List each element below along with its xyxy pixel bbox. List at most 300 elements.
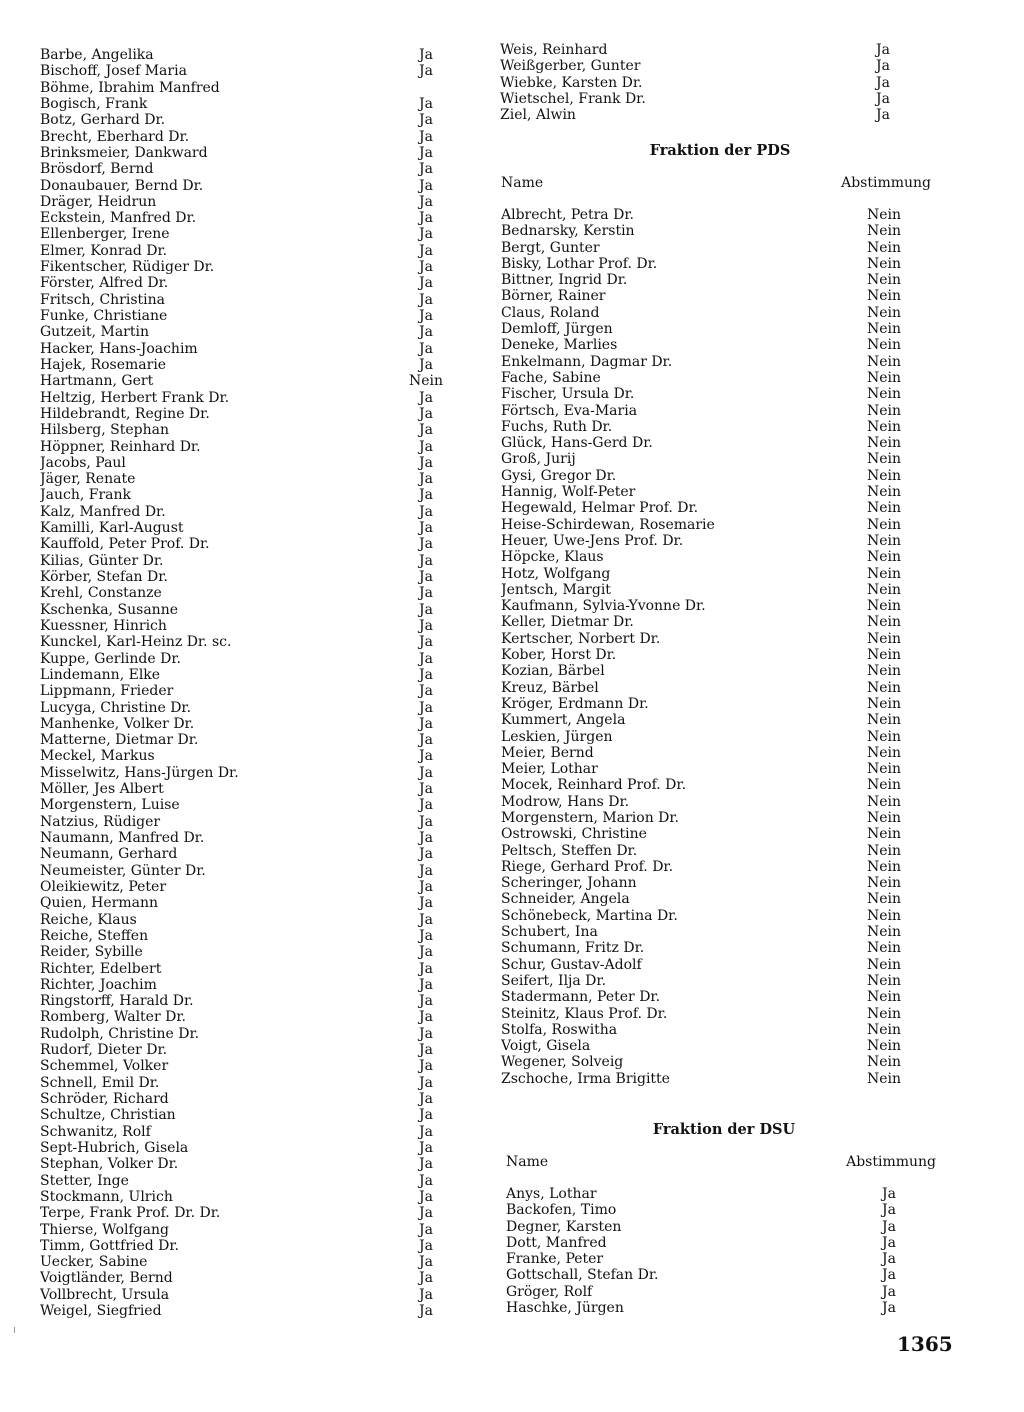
member-name: Wietschel, Frank Dr. [500, 90, 646, 107]
list-item [40, 292, 456, 308]
list-item [500, 107, 918, 123]
member-name: Gröger, Rolf [506, 1283, 593, 1300]
list-item [40, 178, 456, 194]
member-name: Reiche, Steffen [40, 927, 149, 944]
member-name: Schwanitz, Rolf [40, 1123, 151, 1140]
member-name: Bogisch, Frank [40, 95, 148, 112]
list-item [40, 585, 456, 601]
list-item [40, 977, 456, 993]
vote-value: Ja [419, 764, 433, 781]
vote-value: Ja [419, 797, 433, 814]
member-name: Förtsch, Eva-Maria [501, 402, 638, 419]
vote-value: Nein [866, 728, 902, 745]
vote-value: Ja [419, 552, 433, 569]
member-name: Jentsch, Margit [501, 581, 611, 598]
vote-value: Nein [866, 842, 902, 859]
member-name: Körber, Stefan Dr. [40, 569, 168, 585]
list-item [501, 207, 919, 223]
member-name: Möller, Jes Albert [40, 781, 164, 798]
list-item [501, 1071, 919, 1087]
list-item [501, 256, 919, 272]
member-name: Schur, Gustav-Adolf [501, 956, 642, 973]
list-item [501, 761, 919, 777]
vote-value: Nein [866, 516, 902, 533]
list-item [40, 602, 456, 618]
list-item [501, 1022, 919, 1038]
vote-value: Ja [419, 895, 433, 912]
member-name: Kober, Horst Dr. [501, 647, 617, 664]
dsu-column-name: Name [506, 1154, 549, 1170]
list-item [500, 91, 918, 107]
list-item [501, 1038, 919, 1054]
list-item [40, 308, 456, 324]
list-item [501, 272, 919, 288]
list-item [40, 895, 456, 911]
list-item [501, 663, 919, 679]
list-item [40, 1124, 456, 1140]
list-item [506, 1202, 924, 1218]
member-name: Richter, Joachim [40, 976, 157, 993]
list-item [40, 275, 456, 291]
vote-value: Ja [419, 1123, 433, 1140]
list-item [506, 1235, 924, 1251]
member-name: Börner, Rainer [501, 288, 606, 305]
list-item [40, 1238, 456, 1254]
vote-value: Ja [419, 830, 433, 846]
member-name: Mocek, Reinhard Prof. Dr. [501, 777, 687, 794]
vote-value: Ja [419, 308, 433, 324]
member-name: Riege, Gerhard Prof. Dr. [501, 858, 674, 875]
list-item [40, 569, 456, 585]
list-item [501, 435, 919, 451]
vote-value: Nein [866, 1038, 902, 1055]
member-name: Böhme, Ibrahim Manfred [40, 79, 220, 96]
list-item [40, 781, 456, 797]
vote-value: Ja [419, 487, 433, 504]
dsu-column-vote: Abstimmung [846, 1154, 936, 1170]
member-name: Stockmann, Ulrich [40, 1188, 173, 1205]
vote-value: Ja [419, 569, 433, 585]
vote-value: Nein [866, 353, 902, 370]
member-name: Dräger, Heidrun [40, 193, 157, 210]
vote-value: Ja [419, 993, 433, 1010]
member-name: Stolfa, Roswitha [501, 1021, 618, 1038]
list-item [40, 129, 456, 145]
vote-value: Nein [866, 858, 902, 875]
vote-value: Ja [419, 1091, 433, 1107]
list-item [501, 500, 919, 516]
list-item [40, 96, 456, 112]
list-item [501, 1054, 919, 1070]
pds-heading: Fraktion der PDS [649, 142, 791, 159]
member-name: Hacker, Hans-Joachim [40, 340, 198, 357]
list-item [500, 58, 918, 74]
member-name: Wegener, Solveig [501, 1054, 624, 1071]
vote-value: Nein [866, 989, 902, 1006]
list-item [40, 683, 456, 699]
member-name: Hildebrandt, Regine Dr. [40, 405, 210, 422]
vote-value: Nein [866, 435, 902, 452]
member-name: Hegewald, Helmar Prof. Dr. [501, 500, 699, 517]
member-name: Bittner, Ingrid Dr. [501, 272, 628, 289]
member-name: Dott, Manfred [506, 1234, 607, 1251]
member-name: Schubert, Ina [501, 924, 598, 941]
vote-value: Ja [419, 813, 433, 830]
vote-value: Ja [419, 1254, 433, 1271]
member-name: Jauch, Frank [40, 487, 131, 504]
list-item [500, 75, 918, 91]
member-name: Schönebeck, Martina Dr. [501, 907, 678, 924]
vote-value: Ja [419, 1058, 433, 1075]
vote-value: Nein [866, 337, 902, 354]
vote-value: Ja [419, 177, 433, 194]
member-name: Elmer, Konrad Dr. [40, 242, 168, 259]
list-item [40, 667, 456, 683]
list-item [501, 549, 919, 565]
vote-value: Ja [419, 1107, 433, 1124]
vote-value: Ja [419, 389, 433, 406]
member-name: Höpcke, Klaus [501, 549, 604, 566]
member-name: Hilsberg, Stephan [40, 422, 169, 439]
member-name: Fritsch, Christina [40, 291, 166, 308]
list-item [501, 403, 919, 419]
member-name: Bisky, Lothar Prof. Dr. [501, 255, 658, 272]
vote-value: Nein [866, 500, 902, 517]
member-name: Rudorf, Dieter Dr. [40, 1042, 168, 1059]
vote-value: Ja [419, 944, 433, 961]
list-item [40, 47, 456, 63]
list-item [40, 912, 456, 928]
list-item [501, 468, 919, 484]
vote-value: Ja [876, 74, 890, 91]
list-item [40, 1026, 456, 1042]
vote-value: Ja [419, 454, 433, 471]
vote-value: Ja [419, 1042, 433, 1059]
member-name: Kozian, Bärbel [501, 663, 605, 680]
vote-value: Ja [419, 438, 433, 455]
member-name: Barbe, Angelika [40, 47, 154, 63]
member-name: Weigel, Siegfried [40, 1303, 162, 1320]
member-name: Kertscher, Norbert Dr. [501, 630, 661, 647]
member-name: Heuer, Uwe-Jens Prof. Dr. [501, 532, 684, 549]
vote-value: Ja [882, 1186, 896, 1202]
member-name: Ringstorff, Harald Dr. [40, 993, 194, 1010]
member-name: Ellenberger, Irene [40, 226, 170, 243]
list-item [501, 614, 919, 630]
list-item [40, 471, 456, 487]
member-name: Groß, Jurij [501, 451, 576, 468]
member-name: Fischer, Ursula Dr. [501, 386, 635, 403]
member-name: Glück, Hans-Gerd Dr. [501, 435, 653, 452]
vote-value: Nein [866, 907, 902, 924]
vote-value: Ja [419, 846, 433, 863]
member-name: Kreuz, Bärbel [501, 679, 599, 696]
vote-value: Ja [419, 1139, 433, 1156]
member-name: Lucyga, Christine Dr. [40, 699, 192, 716]
member-name: Kilias, Günter Dr. [40, 552, 164, 569]
member-name: Weis, Reinhard [500, 42, 608, 58]
list-item [501, 451, 919, 467]
list-item [40, 1042, 456, 1058]
member-name: Demloff, Jürgen [501, 321, 613, 338]
vote-value [396, 80, 456, 96]
member-name: Schnell, Emil Dr. [40, 1074, 160, 1091]
list-item [506, 1300, 924, 1316]
member-name: Keller, Dietmar Dr. [501, 614, 634, 631]
list-item [501, 940, 919, 956]
list-item [501, 989, 919, 1005]
member-name: Botz, Gerhard Dr. [40, 112, 166, 129]
member-name: Kröger, Erdmann Dr. [501, 695, 649, 712]
member-name: Fikentscher, Rüdiger Dr. [40, 259, 215, 276]
vote-value: Ja [419, 63, 433, 80]
member-name: Schumann, Fritz Dr. [501, 940, 645, 957]
list-item [40, 63, 456, 79]
list-item [40, 651, 456, 667]
member-name: Meckel, Markus [40, 748, 155, 765]
vote-value: Ja [419, 259, 433, 276]
vote-value: Nein [866, 695, 902, 712]
list-item [501, 729, 919, 745]
member-name: Voigt, Gisela [501, 1038, 591, 1055]
member-name: Meier, Lothar [501, 761, 598, 778]
member-name: Zschoche, Irma Brigitte [501, 1070, 670, 1087]
member-name: Modrow, Hans Dr. [501, 793, 630, 810]
vote-value: Ja [419, 112, 433, 129]
margin-mark [14, 1327, 15, 1333]
vote-value: Ja [419, 144, 433, 161]
vote-value: Ja [882, 1283, 896, 1300]
list-item [501, 517, 919, 533]
vote-value: Nein [866, 630, 902, 647]
vote-value: Ja [419, 699, 433, 716]
list-item [500, 42, 918, 58]
member-name: Reiche, Klaus [40, 911, 137, 928]
vote-value: Nein [866, 777, 902, 794]
vote-value: Ja [419, 1205, 433, 1222]
list-item [40, 553, 456, 569]
vote-value: Nein [866, 663, 902, 680]
list-item [501, 582, 919, 598]
list-item [40, 487, 456, 503]
list-item [40, 618, 456, 634]
vote-value: Nein [866, 761, 902, 778]
vote-value: Nein [866, 1054, 902, 1071]
vote-value: Nein [866, 304, 902, 321]
list-item [40, 112, 456, 128]
list-item [40, 1009, 456, 1025]
vote-value: Ja [419, 536, 433, 553]
list-item [501, 680, 919, 696]
member-name: Natzius, Rüdiger [40, 813, 161, 830]
member-name: Schneider, Angela [501, 891, 630, 908]
left-vote-list [40, 47, 456, 1319]
member-name: Enkelmann, Dagmar Dr. [501, 353, 673, 370]
list-item [501, 533, 919, 549]
vote-value: Ja [419, 1025, 433, 1042]
list-item [40, 422, 456, 438]
member-name: Meier, Bernd [501, 744, 594, 761]
vote-value: Ja [419, 715, 433, 732]
member-name: Steinitz, Klaus Prof. Dr. [501, 1005, 668, 1022]
vote-value: Nein [866, 207, 902, 223]
member-name: Lippmann, Frieder [40, 683, 174, 700]
vote-value: Nein [866, 679, 902, 696]
list-item [40, 161, 456, 177]
vote-value: Ja [882, 1251, 896, 1268]
list-item [40, 748, 456, 764]
vote-value: Nein [866, 467, 902, 484]
list-item [40, 1303, 456, 1319]
list-item [40, 830, 456, 846]
list-item [40, 1156, 456, 1172]
member-name: Uecker, Sabine [40, 1254, 148, 1271]
vote-value: Nein [866, 598, 902, 615]
member-name: Franke, Peter [506, 1251, 604, 1268]
list-item [501, 647, 919, 663]
member-name: Donaubauer, Bernd Dr. [40, 177, 204, 194]
member-name: Seifert, Ilja Dr. [501, 972, 607, 989]
list-item [506, 1251, 924, 1267]
vote-value: Nein [866, 418, 902, 435]
member-name: Timm, Gottfried Dr. [40, 1237, 180, 1254]
list-item [501, 794, 919, 810]
member-name: Lindemann, Elke [40, 666, 161, 683]
vote-value: Ja [419, 291, 433, 308]
vote-value: Nein [866, 614, 902, 631]
member-name: Wiebke, Karsten Dr. [500, 74, 643, 91]
list-item [501, 321, 919, 337]
member-name: Kaufmann, Sylvia-Yvonne Dr. [501, 598, 706, 615]
member-name: Haschke, Jürgen [506, 1300, 624, 1317]
vote-value: Ja [882, 1234, 896, 1251]
list-item [40, 732, 456, 748]
member-name: Neumann, Gerhard [40, 846, 178, 863]
vote-value: Ja [419, 878, 433, 895]
member-name: Leskien, Jürgen [501, 728, 613, 745]
member-name: Stetter, Inge [40, 1172, 129, 1189]
vote-value: Nein [866, 223, 902, 240]
list-item [40, 716, 456, 732]
member-name: Hajek, Rosemarie [40, 356, 167, 373]
list-item [506, 1186, 924, 1202]
pds-vote-list [501, 207, 919, 1087]
vote-value: Nein [866, 1005, 902, 1022]
vote-value: Ja [419, 226, 433, 243]
list-item [40, 1107, 456, 1123]
vote-value: Ja [419, 927, 433, 944]
member-name: Kuessner, Hinrich [40, 617, 167, 634]
list-item [40, 1173, 456, 1189]
member-name: Matterne, Dietmar Dr. [40, 732, 199, 749]
list-item [501, 631, 919, 647]
vote-value: Ja [419, 1286, 433, 1303]
vote-value: Ja [419, 242, 433, 259]
vote-value: Ja [419, 1074, 433, 1091]
member-name: Voigtländer, Bernd [40, 1270, 173, 1287]
vote-value: Ja [882, 1267, 896, 1284]
list-item [40, 341, 456, 357]
list-item [40, 1189, 456, 1205]
vote-value: Ja [882, 1300, 896, 1317]
list-item [40, 455, 456, 471]
list-item [40, 373, 456, 389]
member-name: Ziel, Alwin [500, 107, 576, 124]
member-name: Hartmann, Gert [40, 373, 154, 390]
member-name: Krehl, Constanze [40, 585, 162, 602]
list-item [501, 843, 919, 859]
list-item [40, 1205, 456, 1221]
list-item [501, 598, 919, 614]
member-name: Deneke, Marlies [501, 337, 618, 354]
vote-value: Ja [419, 617, 433, 634]
vote-value: Nein [866, 891, 902, 908]
member-name: Kuppe, Gerlinde Dr. [40, 650, 181, 667]
member-name: Stephan, Volker Dr. [40, 1156, 179, 1173]
list-item [40, 145, 456, 161]
vote-value: Ja [419, 275, 433, 292]
vote-value: Ja [419, 422, 433, 439]
list-item [40, 634, 456, 650]
vote-value: Ja [419, 781, 433, 798]
member-name: Weißgerber, Gunter [500, 58, 641, 75]
member-name: Morgenstern, Luise [40, 797, 180, 814]
list-item [501, 777, 919, 793]
list-item [40, 879, 456, 895]
list-item [40, 797, 456, 813]
vote-value: Nein [408, 373, 444, 390]
member-name: Kauffold, Peter Prof. Dr. [40, 536, 210, 553]
member-name: Manhenke, Volker Dr. [40, 715, 195, 732]
vote-value: Ja [419, 976, 433, 993]
member-name: Oleikiewitz, Peter [40, 878, 167, 895]
vote-value: Ja [419, 210, 433, 227]
list-item [501, 419, 919, 435]
list-item [40, 928, 456, 944]
vote-value: Ja [419, 405, 433, 422]
member-name: Terpe, Frank Prof. Dr. Dr. [40, 1205, 221, 1222]
vote-value: Nein [866, 744, 902, 761]
vote-value: Ja [419, 862, 433, 879]
list-item [40, 194, 456, 210]
vote-value: Nein [866, 532, 902, 549]
member-name: Eckstein, Manfred Dr. [40, 210, 197, 227]
vote-value: Ja [876, 90, 890, 107]
member-name: Hotz, Wolfgang [501, 565, 611, 582]
vote-value: Ja [419, 324, 433, 341]
vote-value: Ja [419, 1009, 433, 1026]
vote-value: Nein [866, 255, 902, 272]
list-item [501, 875, 919, 891]
member-name: Degner, Karsten [506, 1218, 622, 1235]
list-item [501, 859, 919, 875]
member-name: Claus, Roland [501, 304, 600, 321]
list-item [40, 536, 456, 552]
member-name: Brecht, Eberhard Dr. [40, 128, 190, 145]
vote-value: Nein [866, 386, 902, 403]
list-item [40, 1222, 456, 1238]
dsu-heading: Fraktion der DSU [652, 1121, 796, 1138]
vote-value: Nein [866, 451, 902, 468]
member-name: Schemmel, Volker [40, 1058, 169, 1075]
vote-value: Ja [419, 128, 433, 145]
member-name: Morgenstern, Marion Dr. [501, 809, 680, 826]
vote-value: Ja [419, 1237, 433, 1254]
member-name: Quien, Hermann [40, 895, 159, 912]
pds-column-vote: Abstimmung [841, 175, 931, 191]
list-item [501, 288, 919, 304]
vote-value: Ja [876, 107, 890, 124]
